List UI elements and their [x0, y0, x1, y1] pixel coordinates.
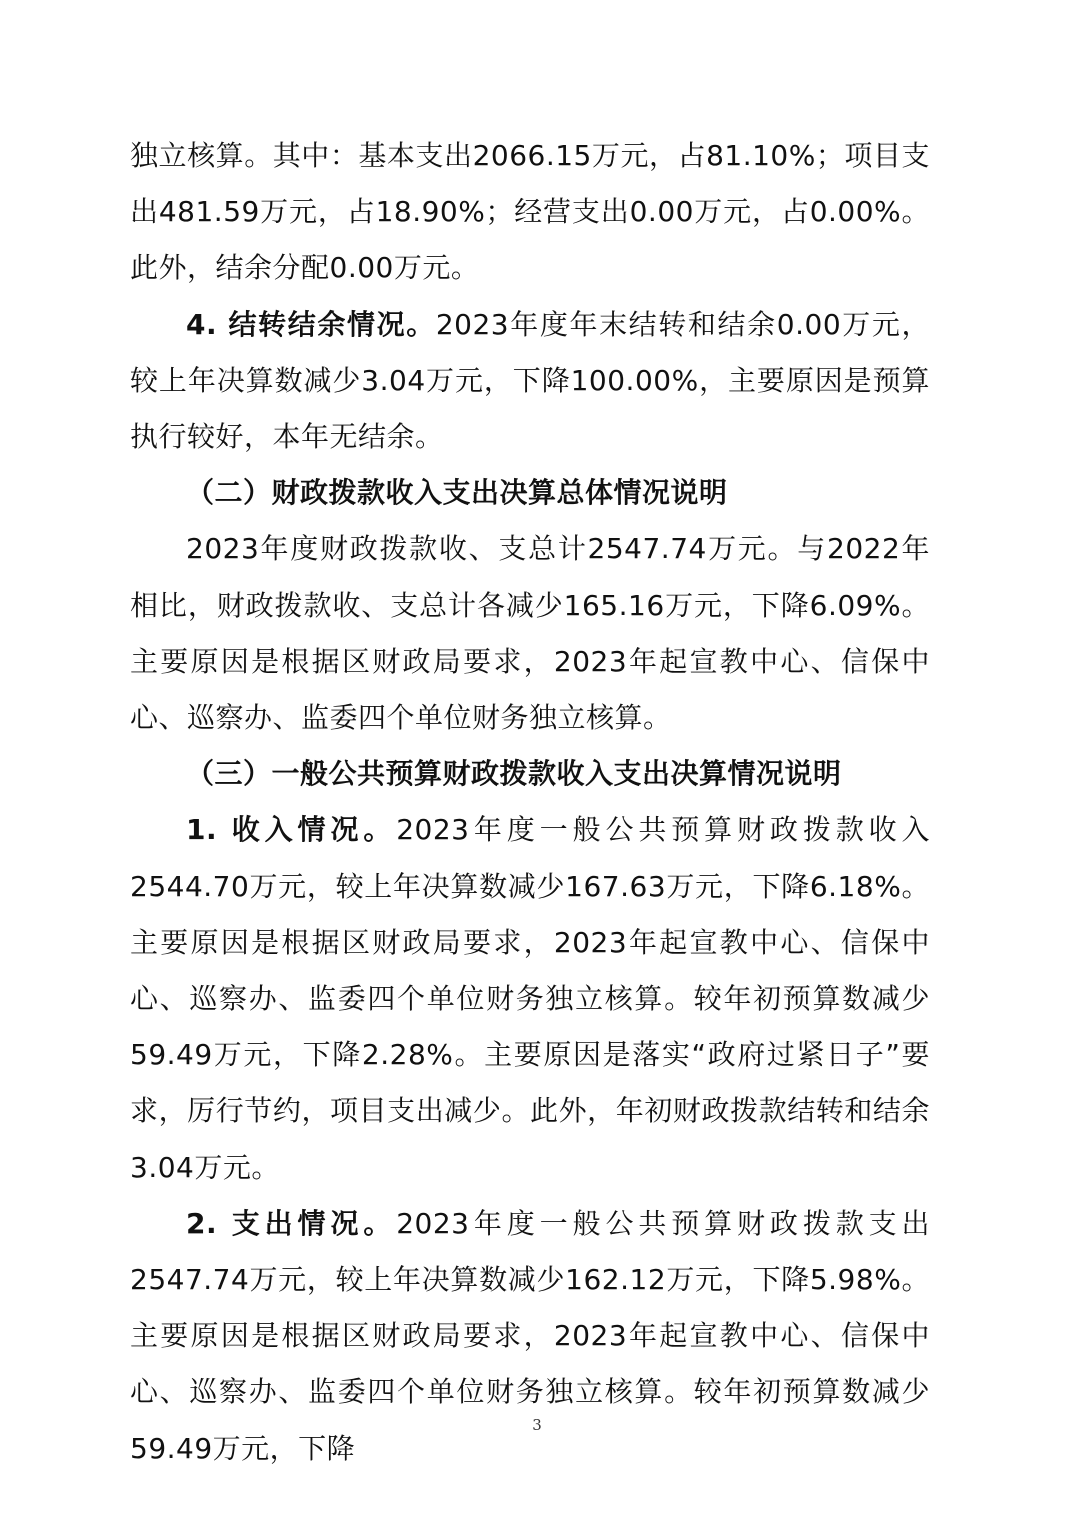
paragraph-text: 独立核算。其中：基本支出2066.15万元，占81.10%；项目支出481.59万元，占18.90%；经营支出0.00万元，占0.00%。此外，结余分配0.00万元。 — [130, 139, 930, 285]
paragraph-fiscal-overview — [130, 521, 930, 746]
section-heading-fiscal-overview: （二）财政拨款收入支出决算总体情况说明 — [186, 476, 728, 510]
paragraph-text: 2023年度一般公共预算财政拨款收入2544.70万元，较上年决算数减少167.63万元，下降6.18%。主要原因是根据区财政局要求，2023年起宣教中心、信保中心、巡察办、监委四个单位财务独立核算。较年初预算数减少59.49万元，下降2.28%。主要原因是落实“政府过紧日子”要求，厉行节约，项目支出减少。此外，年初财政拨款结转和结余3.04万元。 — [130, 813, 930, 1184]
paragraph-text: 2023年度一般公共预算财政拨款支出2547.74万元，较上年决算数减少162.12万元，下降5.98%。主要原因是根据区财政局要求，2023年起宣教中心、信保中心、巡察办、监委四个单位财务独立核算。较年初预算数减少59.49万元，下降 — [130, 1206, 930, 1465]
paragraph-carryover-balance — [130, 297, 930, 466]
paragraph-lead: 1. 收入情况。 — [186, 813, 397, 847]
section-heading-general-budget: （三）一般公共预算财政拨款收入支出决算情况说明 — [186, 757, 842, 791]
paragraph-income — [130, 802, 930, 1195]
paragraph-text: 2023年度年末结转和结余0.00万元，较上年决算数减少3.04万元，下降100.00%，主要原因是预算执行较好，本年无结余。 — [130, 307, 930, 454]
paragraph-lead: 4. 结转结余情况。 — [186, 307, 436, 341]
paragraph-lead: 2. 支出情况。 — [186, 1206, 397, 1240]
document-body — [130, 128, 930, 1477]
paragraph-expenditure-continued — [130, 128, 930, 297]
paragraph-text: 2023年度财政拨款收、支总计2547.74万元。与2022年相比，财政拨款收、支总计各减少165.16万元，下降6.09%。主要原因是根据区财政局要求，2023年起宣教中心、信保中心、巡察办、监委四个单位财务独立核算。 — [130, 532, 930, 735]
paragraph-expenditure — [130, 1196, 930, 1477]
page-number: 3 — [532, 1416, 542, 1434]
